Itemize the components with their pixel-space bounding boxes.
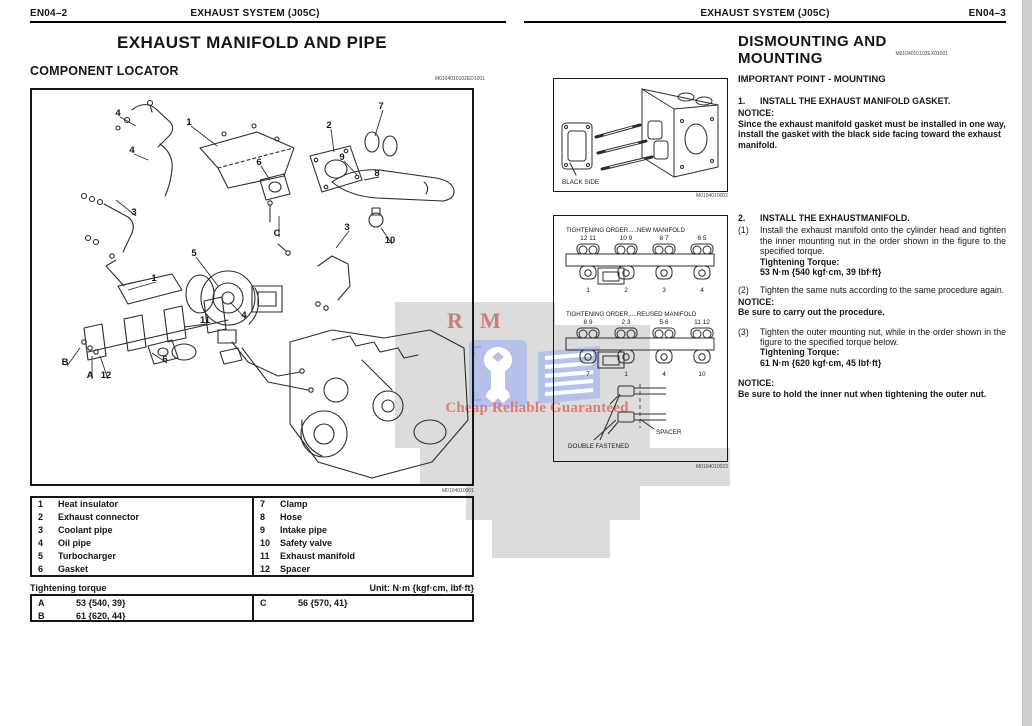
step-2-1-torque-label: Tightening Torque: [760, 256, 840, 267]
callout-label: B [61, 357, 69, 368]
callout-label: 2 [326, 120, 332, 131]
callout-leader-line [261, 166, 270, 180]
watermark-letter-r: R [447, 308, 463, 333]
parts-column-left [32, 498, 252, 575]
part-number: 8 [260, 512, 266, 523]
part-name: Gasket [58, 563, 89, 574]
tightening-order-number: 6 5 [697, 235, 707, 242]
parts-table-row [254, 498, 472, 511]
exploded-view-diagram [32, 90, 472, 484]
callout-label: 5 [191, 248, 197, 259]
tightening-order-number: 2 [624, 287, 628, 294]
callout-leader-line [331, 129, 334, 152]
callout-label: 4 [129, 145, 135, 156]
parts-table-row [32, 562, 252, 575]
black-side-label: BLACK SIDE [562, 179, 600, 186]
step-1-block [738, 96, 1006, 150]
torque-table-header [30, 583, 474, 593]
torque-table-row [32, 609, 252, 622]
gasket-install-figure [553, 78, 728, 192]
new-manifold-label: TIGHTENING ORDER.....NEW MANIFOLD [566, 227, 685, 234]
part-name: Exhaust connector [58, 512, 140, 523]
part-number: 2 [38, 512, 44, 523]
notice-2-text: Be sure to carry out the procedure. [738, 307, 885, 318]
step-2-3 [738, 327, 1006, 348]
callout-label: C [273, 228, 281, 239]
tightening-order-number: 4 [662, 371, 666, 378]
tightening-order-number: 1 [624, 371, 628, 378]
callout-leader-line [67, 348, 80, 366]
torque-column-right [252, 596, 472, 622]
page-number-left: EN04–2 [30, 8, 68, 19]
notice-1-text: Since the exhaust manifold gasket must be installed in one way, install the gasket with the black side facing toward the exhaust manifold. [738, 118, 1006, 150]
torque-table-row [254, 596, 472, 609]
step-2-3-torque-label: Tightening Torque: [760, 347, 840, 358]
callout-leader-line [120, 117, 136, 126]
torque-ref: A [38, 597, 45, 608]
callout-label: 10 [384, 235, 396, 246]
part-number: 7 [260, 499, 266, 510]
tightening-order-number: 3 [662, 287, 666, 294]
wrench-icon [468, 339, 528, 408]
step-2-title: INSTALL THE EXHAUSTMANIFOLD. [760, 213, 910, 223]
component-locator-figure [30, 88, 474, 486]
step-1-title: INSTALL THE EXHAUST MANIFOLD GASKET. [760, 96, 951, 106]
notice-3-text: Be sure to hold the inner nut when tightening the outer nut. [738, 388, 987, 399]
part-name: Clamp [280, 499, 308, 510]
part-number: 12 [260, 563, 271, 574]
tightening-order-number: 4 [700, 287, 704, 294]
tightening-order-number: 11 12 [694, 319, 710, 326]
part-name: Turbocharger [58, 550, 116, 561]
callout-label: 8 [374, 168, 380, 179]
spacer-label: SPACER [656, 429, 682, 436]
step-2-1-torque-value: 53 N·m {540 kgf·cm, 39 lbf·ft} [760, 267, 882, 278]
running-header-left: EXHAUST SYSTEM (J05C) [190, 8, 320, 19]
torque-caption: Tightening torque [30, 583, 107, 593]
step-2-1-number: (1) [738, 225, 749, 236]
part-name: Hose [280, 512, 303, 523]
part-number: 11 [260, 550, 270, 561]
part-name: Oil pipe [58, 537, 92, 548]
callout-label: 9 [339, 152, 345, 163]
torque-ref: B [38, 610, 45, 621]
tightening-order-number: 10 [698, 371, 706, 378]
parts-table-row [254, 549, 472, 562]
callout-label: 6 [256, 157, 262, 168]
watermark-gray-blob [492, 520, 610, 558]
callout-label: 3 [344, 222, 350, 233]
step-1-number: 1. [738, 96, 746, 106]
step-2-3-number: (3) [738, 326, 749, 337]
double-fastened-label: DOUBLE FASTENED [568, 443, 629, 450]
tightening-order-number: 7 [586, 371, 590, 378]
part-number: 4 [38, 537, 44, 548]
part-number: 3 [38, 525, 44, 536]
torque-value: 61 {620, 44} [76, 610, 126, 621]
figure-code: M0104010001 [442, 488, 474, 494]
part-number: 5 [38, 550, 44, 561]
torque-table [30, 594, 474, 622]
tightening-order-number: 12 11 [580, 235, 596, 242]
tightening-order-number: 2 3 [621, 319, 631, 326]
callout-leader-line [191, 126, 217, 146]
callout-leader-line [134, 154, 148, 160]
step-2-2-number: (2) [738, 285, 749, 296]
callout-label: 11 [199, 315, 211, 326]
title-ref-code: M0104010102EX01001 [895, 51, 948, 57]
notice-3-label: NOTICE: [738, 378, 775, 389]
part-name: Exhaust manifold [280, 550, 356, 561]
notice-2-label: NOTICE: [738, 296, 775, 307]
reused-manifold-label: TIGHTENING ORDER.....REUSED MANIFOLD [566, 311, 697, 318]
callout-label: A [86, 370, 94, 381]
tightening-order-number: 10 9 [619, 235, 633, 242]
callout-label: 1 [151, 273, 157, 284]
callout-leader-line [336, 231, 349, 248]
part-number: 1 [38, 499, 44, 510]
step-2-1-text: Install the exhaust manifold onto the cylinder head and tighten the inner mounting nut in the order shown in the figure to the specified torque. [760, 225, 1006, 257]
parts-legend-table [30, 496, 474, 577]
torque-table-row [32, 596, 252, 609]
part-name: Heat insulator [58, 499, 119, 510]
step-2-3-text: Tighten the outer mounting nut, while in the order shown in the figure to the specified torque below. [760, 326, 1006, 348]
step-2-block [738, 213, 1006, 399]
step-2-number: 2. [738, 213, 746, 223]
parts-table-row [32, 498, 252, 511]
watermark-tagline: Cheap Reliable Guaranteed [445, 400, 629, 416]
part-name: Safety valve [280, 537, 333, 548]
order-figure-code: M0104010023 [696, 464, 728, 470]
tightening-order-number: 1 [586, 287, 590, 294]
torque-value: 53 {540, 39} [76, 597, 126, 608]
page-number-right: EN04–3 [968, 8, 1006, 19]
parts-table-row [254, 524, 472, 537]
callout-label: 4 [115, 108, 121, 119]
page-title-left: EXHAUST MANIFOLD AND PIPE [116, 33, 388, 52]
torque-ref: C [260, 597, 267, 608]
tightening-order-figure [553, 215, 728, 462]
step-2-2-text: Tighten the same nuts according to the same procedure again. [760, 285, 1005, 296]
callout-label: 6 [162, 354, 168, 365]
part-number: 9 [260, 525, 266, 536]
torque-column-left [32, 596, 252, 622]
running-header-right: EXHAUST SYSTEM (J05C) [700, 8, 830, 19]
parts-column-right [252, 498, 472, 575]
step-2-heading [738, 213, 1006, 223]
section-heading-important-point: IMPORTANT POINT - MOUNTING [738, 74, 886, 85]
torque-unit: Unit: N·m {kgf·cm, lbf·ft} [369, 583, 474, 593]
gasket-figure-art [554, 79, 725, 189]
callout-label: 1 [186, 117, 192, 128]
tightening-order-number: 8 7 [659, 235, 669, 242]
step-2-2 [738, 285, 1006, 295]
scan-edge-strip [1022, 0, 1032, 726]
watermark-gray-blob [466, 486, 640, 520]
header-rule-right [524, 21, 1006, 23]
step-2-1 [738, 225, 1006, 256]
callout-label: 12 [100, 370, 112, 381]
header-rule-left [30, 21, 506, 23]
callout-label: 4 [241, 310, 247, 321]
part-name: Intake pipe [280, 525, 328, 536]
parts-table-row [254, 511, 472, 524]
tightening-order-number: 5 6 [659, 319, 669, 326]
part-number: 10 [260, 537, 271, 548]
tightening-order-number: 8 9 [583, 319, 593, 326]
part-number: 6 [38, 563, 44, 574]
callout-label: 3 [131, 207, 137, 218]
parts-table-row [254, 562, 472, 575]
parts-table-row [254, 536, 472, 549]
parts-table-row [32, 536, 252, 549]
watermark-letter-m: M [480, 308, 501, 333]
tightening-order-art [554, 216, 725, 459]
notice-1-label: NOTICE: [738, 108, 775, 119]
section-heading-component-locator: COMPONENT LOCATOR [30, 64, 179, 78]
step-1-heading [738, 96, 1006, 106]
torque-value: 56 {570, 41} [298, 597, 348, 608]
parts-table-row [32, 524, 252, 537]
parts-table-row [32, 549, 252, 562]
callout-leader-line [375, 110, 383, 136]
figure-ref-code: M0104010102ED1001 [434, 76, 485, 82]
part-name: Coolant pipe [58, 525, 113, 536]
step-2-3-torque-value: 61 N·m {620 kgf·cm, 45 lbf·ft} [760, 357, 882, 368]
part-name: Spacer [280, 563, 311, 574]
parts-table-row [32, 511, 252, 524]
page-title-right: DISMOUNTING AND MOUNTING [738, 33, 887, 67]
gasket-figure-code: M0104010002 [696, 193, 728, 199]
callout-label: 7 [378, 101, 384, 112]
